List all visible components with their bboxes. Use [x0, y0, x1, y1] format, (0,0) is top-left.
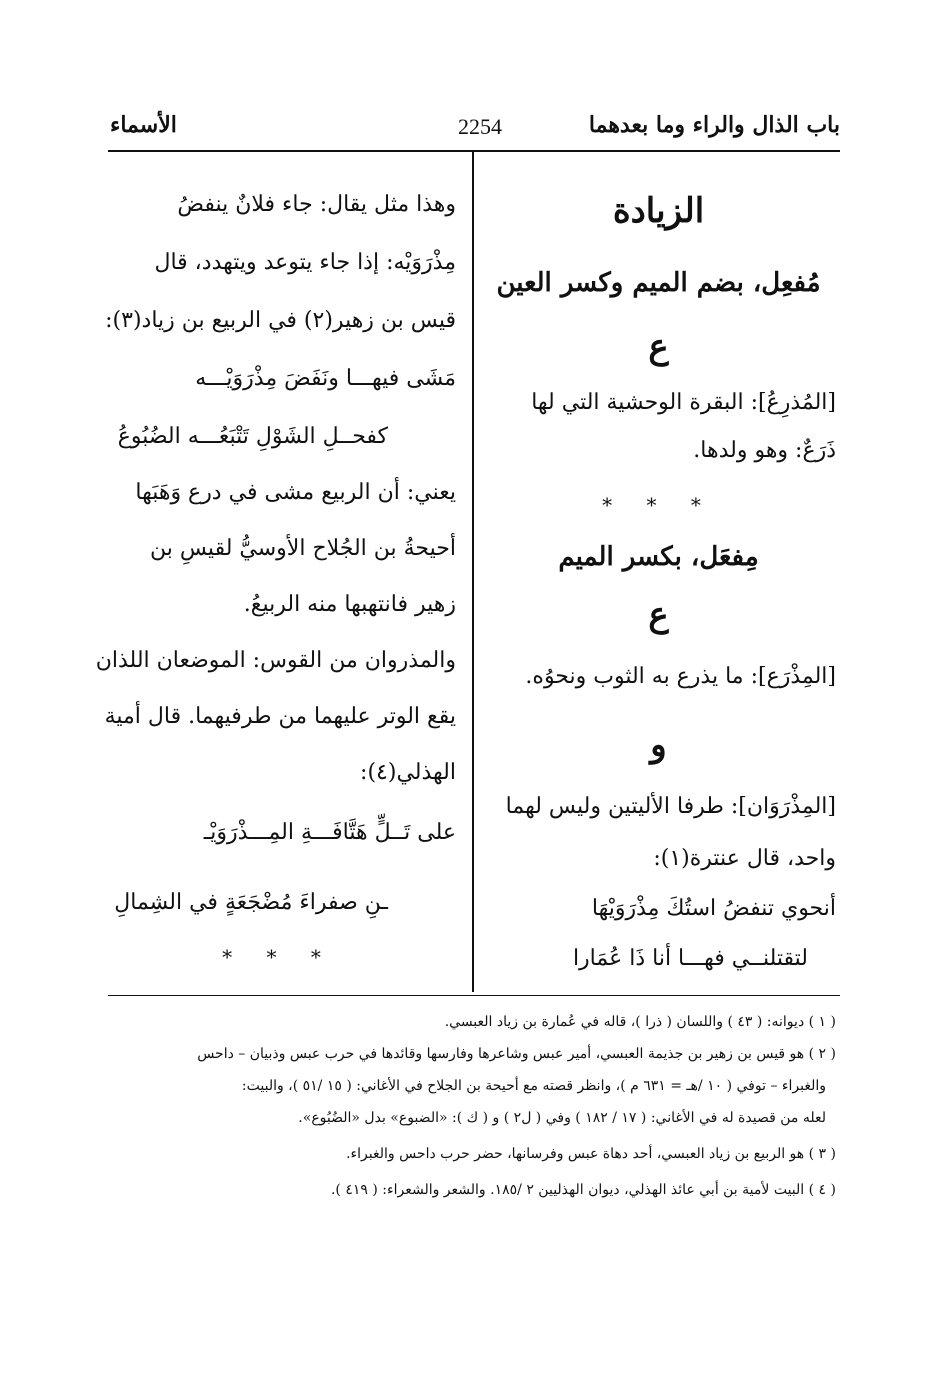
- left-line-2: مِذْرَوَيْه: إذا جاء يتوعد ويتهدد، قال: [154, 250, 456, 275]
- verse-2-second-hemistich: كفحــلِ الشَوْلِ تَتْبَعُـــه الضُبُوعُ: [117, 424, 388, 449]
- footnote-2-cont-2: لعله من قصيدة له في الأغاني: ( ١٧ / ١٨٢ ) وفي ( ل٢ ) و ( ك ): «الضبوع» بدل «الضُبُوع».: [298, 1110, 826, 1126]
- verse-2-first-hemistich: مَشَى فيهـــا ونَفَضَ مِذْرَوَيْـــه: [195, 366, 456, 391]
- root-letter-3: و: [650, 725, 667, 765]
- verse-1-first-hemistich: أنحوي تنفضُ استُكَ مِذْرَوَيْهَا: [591, 896, 836, 921]
- section-title: الأسماء: [110, 112, 177, 138]
- verse-1-second-hemistich: لتقتلنــي فهـــا أنا ذَا عُمَارا: [572, 946, 808, 971]
- left-line-4: يعني: أن الربيع مشى في درع وَهَبَها: [135, 480, 456, 505]
- left-line-6: زهير فانتهبها منه الربيعُ.: [243, 592, 456, 617]
- pattern-heading-2: مِفعَل، بكسر الميم: [558, 542, 759, 572]
- left-line-3: قيس بن زهير(٢) في الربيع بن زياد(٣):: [105, 308, 456, 333]
- left-line-9: الهذلي(٤):: [360, 760, 456, 785]
- footnote-3: ( ٣ ) هو الربيع بن زياد العبسي، أحد دهاة عبس وفرسانها، حضر حرب داحس والغبراء.: [346, 1146, 836, 1162]
- root-letter-1: ع: [648, 327, 669, 367]
- footnote-2-cont: والغبراء – توفي ( ١٠ /هـ = ٦٣١ م )، وانظر قصته مع أحيحة بن الجلاح في الأغاني: ( ١٥ /٥١ )، والبيت:: [241, 1078, 826, 1094]
- footnote-rule: [108, 995, 840, 996]
- section-stars-2: * * *: [222, 945, 335, 969]
- entry-3-line-2: واحد، قال عنترة(١):: [653, 846, 836, 871]
- root-letter-2: ع: [648, 595, 669, 635]
- footnote-1: ( ١ ) ديوانه: ( ٤٣ ) واللسان ( ذرا )، قاله في عُمارة بن زياد العبسي.: [444, 1014, 836, 1030]
- pattern-heading-1: مُفعِل، بضم الميم وكسر العين: [496, 268, 821, 298]
- footnote-4: ( ٤ ) البيت لأمية بن أبي عائذ الهذلي، ديوان الهذليين ٢ /١٨٥. والشعر والشعراء: ( ٤١٩ ).: [330, 1182, 836, 1198]
- entry-1-line-2: ذَرَعٌ: وهو ولدها.: [693, 438, 836, 463]
- verse-3-second-hemistich: ـنِ صفراءَ مُضْجَعَةٍ في الشِمالِ: [114, 890, 388, 915]
- left-line-7: والمذروان من القوس: الموضعان اللذان: [95, 648, 456, 673]
- entry-1-line-1: [المُذرِعُ]: البقرة الوحشية التي لها: [531, 390, 836, 415]
- page-number: 2254: [458, 114, 502, 139]
- verse-3-first-hemistich: على تَــلٍّ هَتَّافَـــةِ المِـــذْرَوَيْـ: [203, 820, 456, 845]
- heading-ziyada: الزيادة: [612, 191, 705, 231]
- header-rule: [108, 150, 840, 152]
- left-line-5: أحيحةُ بن الجُلاح الأوسيُّ لقيسِ بن: [150, 536, 456, 561]
- left-line-1: وهذا مثل يقال: جاء فلانٌ ينفضُ: [177, 192, 456, 217]
- column-divider: [472, 152, 474, 992]
- section-stars-1: * * *: [602, 493, 715, 517]
- chapter-title: باب الذال والراء وما بعدهما: [588, 112, 840, 138]
- footnote-2: ( ٢ ) هو قيس بن زهير بن جذيمة العبسي، أمير عبس وشاعرها وفارسها وقائدها في حرب عبس وذبيان – داحس: [197, 1046, 836, 1062]
- entry-3-line-1: [المِذْرَوَان]: طرفا الأليتين وليس لهما: [505, 794, 836, 819]
- left-line-8: يقع الوتر عليهما من طرفيهما. قال أمية: [104, 704, 456, 729]
- entry-2: [المِذْرَع]: ما يذرع به الثوب ونحوُه.: [525, 664, 836, 689]
